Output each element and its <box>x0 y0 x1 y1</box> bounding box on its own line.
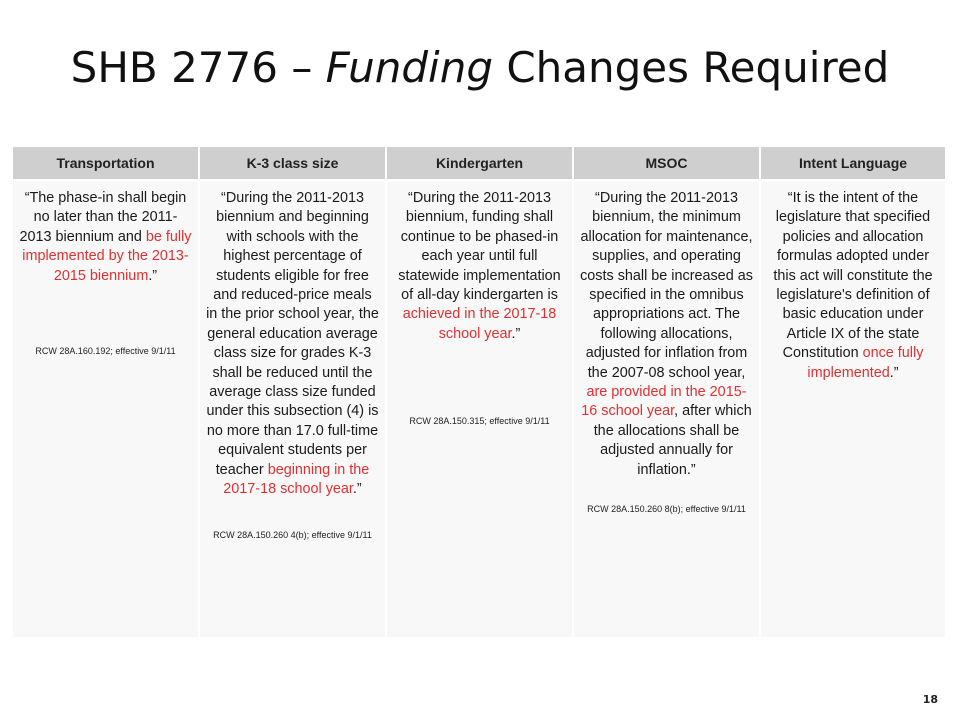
header-transportation: Transportation <box>13 147 198 181</box>
header-k3-class-size: K-3 class size <box>200 147 385 181</box>
cell-text-after: , after which the allocations shall be adjusted annually for inflation.” <box>593 403 752 478</box>
cell-kindergarten <box>387 181 572 637</box>
page-number: 18 <box>922 693 938 706</box>
citation: RCW 28A.160.192; effective 9/1/11 <box>35 346 176 357</box>
slide-title <box>0 40 960 96</box>
header-msoc: MSOC <box>574 147 759 181</box>
cell-text <box>19 189 192 286</box>
column-transportation <box>13 147 200 637</box>
cell-k3-class-size <box>200 181 385 637</box>
cell-text-after: .” <box>352 481 362 498</box>
cell-msoc <box>574 181 759 637</box>
cell-text-plain: “It is the intent of the legislature that specified policies and allocation formulas adopted under this act will constitute the legislature's definition of basic education under Article IX of the state Constitution <box>773 190 933 362</box>
cell-text-highlight: are provided in the 2015-16 school year <box>581 384 747 420</box>
cell-text <box>767 189 939 383</box>
cell-transportation <box>13 181 198 637</box>
header-kindergarten: Kindergarten <box>387 147 572 181</box>
cell-text-plain: “During the 2011-2013 biennium and beginning with schools with the highest percentage of students eligible for free and reduced-price meals in the prior school year, the general education average class size for grades K-3 shall be reduced until the average class size funded under this subsection (4) is no more than 17.0 full-time equivalent students per teacher <box>206 190 379 478</box>
column-intent-language <box>761 147 945 637</box>
title-italic-word: Funding <box>325 43 493 92</box>
cell-text <box>206 189 379 500</box>
title-suffix: Changes Required <box>492 43 890 92</box>
cell-text-highlight: achieved in the 2017-18 school year <box>402 306 557 342</box>
column-msoc <box>574 147 761 637</box>
cell-text <box>580 189 753 480</box>
citation: RCW 28A.150.260 8(b); effective 9/1/11 <box>587 504 746 515</box>
header-intent-language: Intent Language <box>761 147 945 181</box>
cell-text-after: .” <box>889 364 899 381</box>
cell-text-after: .” <box>511 325 521 342</box>
cell-text <box>393 189 566 344</box>
column-kindergarten <box>387 147 574 637</box>
column-k3-class-size <box>200 147 387 637</box>
cell-text-plain: “The phase-in shall begin no later than the 2011-2013 biennium and <box>19 190 187 245</box>
cell-intent-language <box>761 181 945 637</box>
funding-changes-table <box>13 147 945 637</box>
title-prefix: SHB 2776 – <box>70 43 326 92</box>
cell-text-highlight: once fully implemented <box>807 345 924 381</box>
cell-text-highlight: beginning in the 2017-18 school year <box>223 461 370 498</box>
citation: RCW 28A.150.260 4(b); effective 9/1/11 <box>213 529 372 540</box>
citation: RCW 28A.150.315; effective 9/1/11 <box>409 416 550 427</box>
cell-text-plain: “During the 2011-2013 biennium, funding shall continue to be phased-in each year until full statewide implementation of all-day kindergarten is <box>398 190 561 304</box>
cell-text-after: .” <box>148 267 158 284</box>
cell-text-highlight: be fully implemented by the 2013-2015 biennium <box>22 228 192 284</box>
cell-text-plain: “During the 2011-2013 biennium, the minimum allocation for maintenance, supplies, and operating costs shall be increased as specified in the omnibus appropriations act. The following allocations, adjusted for inflation from the 2007-08 school year, <box>580 190 753 381</box>
